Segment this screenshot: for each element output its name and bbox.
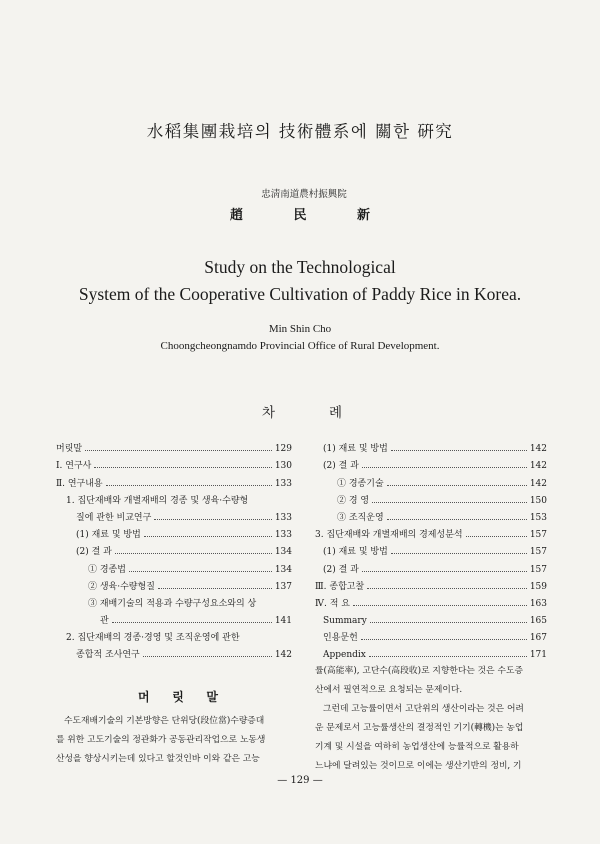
toc-leader-dots xyxy=(362,467,527,468)
body-line: 수도재배기술의 기본방향은 단위당(段位當)수량증대 xyxy=(64,716,265,726)
toc-entry-label: 관 xyxy=(100,616,109,627)
body-line: 률(高能率), 고단수(高段收)로 지향한다는 것은 수도증 xyxy=(315,666,523,676)
toc-entry-page: 133 xyxy=(274,478,292,489)
toc-entry xyxy=(315,557,547,574)
toc-entry xyxy=(56,454,292,471)
toc-entry-label: Ⅱ. 연구내용 xyxy=(56,478,103,489)
toc-entry xyxy=(315,454,547,471)
toc-entry-label: ③ 재배기술의 적용과 수량구성요소와의 상 xyxy=(88,598,257,609)
toc-leader-dots xyxy=(143,656,272,657)
body-line: 그런데 고능률이면서 고단위의 생산이라는 것은 어려 xyxy=(323,704,524,714)
toc-leader-dots xyxy=(112,622,272,623)
body-line: 운 문제로서 고능률생산의 결정적인 기기(轉機)는 농업 xyxy=(315,723,524,733)
toc-leader-dots xyxy=(466,536,527,537)
toc-entry xyxy=(56,506,292,523)
toc-entry xyxy=(315,626,547,643)
toc-entry-page: 141 xyxy=(274,616,292,627)
toc-leader-dots xyxy=(154,519,272,520)
toc-entry-label: ② 생육·수량형질 xyxy=(88,581,155,592)
toc-entry-page: 133 xyxy=(274,512,292,523)
english-affiliation: Choongcheongnamdo Provincial Office of Rural Development. xyxy=(160,340,440,352)
toc-entry-label: ① 경종법 xyxy=(88,564,126,575)
toc-entry-label: Appendix xyxy=(323,650,366,661)
korean-author xyxy=(230,204,370,223)
preface-heading-char: 머 xyxy=(138,690,150,704)
toc-leader-dots xyxy=(387,519,527,520)
toc-leader-dots xyxy=(361,639,527,640)
toc-entry xyxy=(56,437,292,454)
toc-entry xyxy=(56,575,292,592)
toc-entry-label: Summary xyxy=(323,616,367,627)
toc-entry-label: (2) 결 과 xyxy=(323,461,359,472)
toc-entry xyxy=(56,471,292,488)
toc-leader-dots xyxy=(391,450,527,451)
toc-entry xyxy=(56,626,292,643)
toc-entry-page: 171 xyxy=(529,650,547,661)
toc-entry-page: 134 xyxy=(274,564,292,575)
author-char: 民 xyxy=(293,208,307,223)
toc-entry-page: 130 xyxy=(274,461,292,472)
toc-leader-dots xyxy=(372,502,527,503)
toc-entry-page: 159 xyxy=(529,581,547,592)
toc-entry xyxy=(56,523,292,540)
toc-right-column xyxy=(315,437,547,660)
author-char: 趙 xyxy=(230,208,244,223)
toc-entry xyxy=(315,437,547,454)
toc-entry-label: (1) 재료 및 방법 xyxy=(76,530,141,541)
toc-entry-label: 머릿말 xyxy=(56,444,83,455)
toc-entry-page: 150 xyxy=(529,495,547,506)
english-author: Min Shin Cho xyxy=(268,323,332,335)
toc-entry xyxy=(315,592,547,609)
toc-entry-page: 163 xyxy=(529,598,547,609)
toc-entry-page: 157 xyxy=(529,547,547,558)
toc-entry-page: 134 xyxy=(274,547,292,558)
toc-leader-dots xyxy=(370,622,527,623)
toc-entry-label: (2) 결 과 xyxy=(323,564,359,575)
toc-leader-dots xyxy=(362,571,527,572)
toc-entry xyxy=(315,471,547,488)
toc-entry-label: 1. 집단재배와 개별재배의 경종 및 생육·수량형 xyxy=(66,495,249,506)
toc-entry-page: 142 xyxy=(274,650,292,661)
toc-entry-label: 질에 관한 비교연구 xyxy=(76,512,152,523)
toc-entry xyxy=(56,540,292,557)
toc-entry-page: 157 xyxy=(529,530,547,541)
toc-leader-dots xyxy=(106,485,272,486)
toc-leader-dots xyxy=(144,536,272,537)
toc-leader-dots xyxy=(158,588,272,589)
toc-entry xyxy=(56,643,292,660)
toc-entry-label: 3. 집단재배와 개별재배의 경제성분석 xyxy=(315,530,463,541)
toc-entry-label: (2) 결 과 xyxy=(76,547,112,558)
author-char: 新 xyxy=(356,208,370,223)
toc-entry-page: 157 xyxy=(529,564,547,575)
toc-entry-page: 137 xyxy=(274,581,292,592)
toc-entry-label: (1) 재료 및 방법 xyxy=(323,547,388,558)
toc-entry xyxy=(315,575,547,592)
body-line: 를 위한 고도기술의 정관화가 공동관리작업으로 노동생 xyxy=(56,735,266,745)
toc-entry-page: 142 xyxy=(529,444,547,455)
english-title-line-1: Study on the Technological xyxy=(204,257,396,277)
korean-title: 水稻集團栽培의 技術體系에 關한 硏究 xyxy=(146,122,454,141)
toc-leader-dots xyxy=(85,450,272,451)
toc-entry-page: 129 xyxy=(274,444,292,455)
toc-entry xyxy=(56,557,292,574)
toc-entry xyxy=(315,540,547,557)
toc-heading xyxy=(262,401,342,421)
page-number: — 129 — xyxy=(277,775,323,786)
toc-entry-label: (1) 재료 및 방법 xyxy=(323,444,388,455)
toc-entry xyxy=(56,592,292,609)
toc-leader-dots xyxy=(129,571,272,572)
toc-entry xyxy=(56,609,292,626)
toc-entry-page: 142 xyxy=(529,478,547,489)
toc-leader-dots xyxy=(115,553,272,554)
body-line: 기계 및 시설을 여하히 농업생산에 능률적으로 활용하 xyxy=(315,742,519,752)
toc-entry-page: 133 xyxy=(274,530,292,541)
toc-entry xyxy=(56,489,292,506)
toc-leader-dots xyxy=(391,553,527,554)
toc-entry-page: 165 xyxy=(529,616,547,627)
toc-leader-dots xyxy=(369,656,527,657)
toc-entry-label: Ⅲ. 종합고찰 xyxy=(315,581,365,592)
toc-heading-char: 례 xyxy=(328,405,342,421)
toc-entry xyxy=(315,643,547,660)
toc-leader-dots xyxy=(367,588,527,589)
toc-entry-label: 2. 집단재배의 경종·경영 및 조직운영에 관한 xyxy=(66,633,240,644)
toc-entry-label: ③ 조직운영 xyxy=(337,512,384,523)
english-title-line-2: System of the Cooperative Cultivation of Paddy Rice in Korea. xyxy=(78,284,522,304)
toc-entry-label: ② 경 영 xyxy=(337,495,370,506)
toc-entry-label: ① 경종기술 xyxy=(337,478,384,489)
toc-entry xyxy=(315,523,547,540)
toc-leader-dots xyxy=(94,467,271,468)
toc-entry xyxy=(315,609,547,626)
toc-leader-dots xyxy=(387,485,527,486)
toc-left-column xyxy=(56,437,292,660)
toc-entry-page: 167 xyxy=(529,633,547,644)
toc-heading-char: 차 xyxy=(262,405,276,421)
preface-left-text xyxy=(56,712,292,769)
body-line: 산성을 향상시키는데 있다고 할것인바 이와 같은 고능 xyxy=(56,754,260,764)
toc-entry-page: 142 xyxy=(529,461,547,472)
toc-entry xyxy=(315,489,547,506)
toc-entry-label: Ⅰ. 연구사 xyxy=(56,461,92,472)
toc-entry-page: 153 xyxy=(529,512,547,523)
preface-heading-char: 릿 xyxy=(172,690,184,704)
institution-name: 忠淸南道農村振興院 xyxy=(261,189,347,200)
toc-entry-label: 인용문헌 xyxy=(323,633,358,644)
preface-heading-char: 말 xyxy=(206,690,218,704)
body-line: 산에서 필연적으로 요청되는 문제이다. xyxy=(315,685,463,695)
preface-heading xyxy=(138,688,218,705)
preface-right-text xyxy=(315,662,549,776)
toc-entry-label: Ⅳ. 적 요 xyxy=(315,598,350,609)
toc-entry xyxy=(315,506,547,523)
body-line: 느냐에 달려있는 것이므로 이에는 생산기반의 정비, 기 xyxy=(315,761,522,771)
toc-leader-dots xyxy=(353,605,527,606)
toc-entry-label: 종합적 조사연구 xyxy=(76,650,140,661)
